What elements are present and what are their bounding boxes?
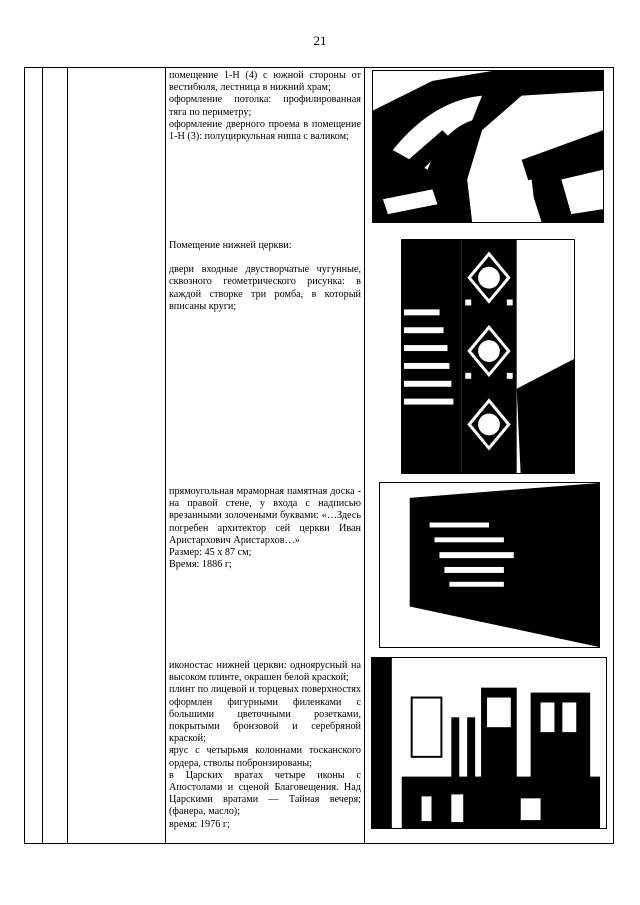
description-line: оформление потолка: профилированная тяга по периметру; — [169, 94, 361, 118]
description-line: иконостас нижней церкви: одноярусный на высоком плинте, окрашен белой краской; — [169, 660, 361, 684]
section-3-text — [169, 486, 361, 571]
description-table — [24, 67, 614, 844]
description-line: помещение 1-Н (4) с южной стороны от вестибюля, лестница в нижний храм; — [169, 70, 361, 94]
description-line: плинт по лицевой и торцевых поверхностях оформлен фигурными филенками с большими цветочными розетками, покрытыми бронзовой и серебряной краской; — [169, 684, 361, 745]
description-line: Время: 1886 г; — [169, 559, 232, 571]
description-line: Размер: 45 х 87 см; — [169, 547, 252, 559]
iconostasis-photo — [371, 657, 607, 829]
description-line: ярус с четырьмя колоннами тосканского ордера, стволы побронзированы; — [169, 745, 361, 769]
column-divider — [165, 68, 166, 843]
section-2-text — [169, 240, 361, 313]
column-divider — [67, 68, 68, 843]
section-4-text — [169, 660, 361, 831]
section-1-text — [169, 70, 361, 143]
column-divider — [42, 68, 43, 843]
staircase-arch-photo — [372, 70, 604, 223]
cast-iron-door-photo — [401, 239, 575, 474]
description-line: Помещение нижней церкви: — [169, 240, 292, 251]
memorial-plaque-photo — [379, 482, 600, 648]
column-divider — [364, 68, 365, 843]
description-line: в Царских вратах четыре иконы с Апостолами и сценой Благовещения. Над Царскими вратами — Тайная вечеря; (фанера, масло); — [169, 769, 361, 818]
description-line: двери входные двустворчатые чугунные, сквозного геометрического рисунка: в каждой створке три ромба, в который вписаны круги; — [169, 264, 361, 312]
description-line: прямоугольная мраморная памятная доска - на правой стене, у входа с надписью врезанными золочеными буквами: «…Здесь погребен архитектор сей церкви Иван Аристархович Аристархов…» — [169, 486, 361, 546]
page-number: 21 — [313, 33, 327, 48]
description-line: оформление дверного проема в помещение 1-Н (3): полуциркульная ниша с валиком; — [169, 118, 361, 143]
description-line — [169, 252, 361, 264]
description-line: время: 1976 г; — [169, 818, 230, 830]
